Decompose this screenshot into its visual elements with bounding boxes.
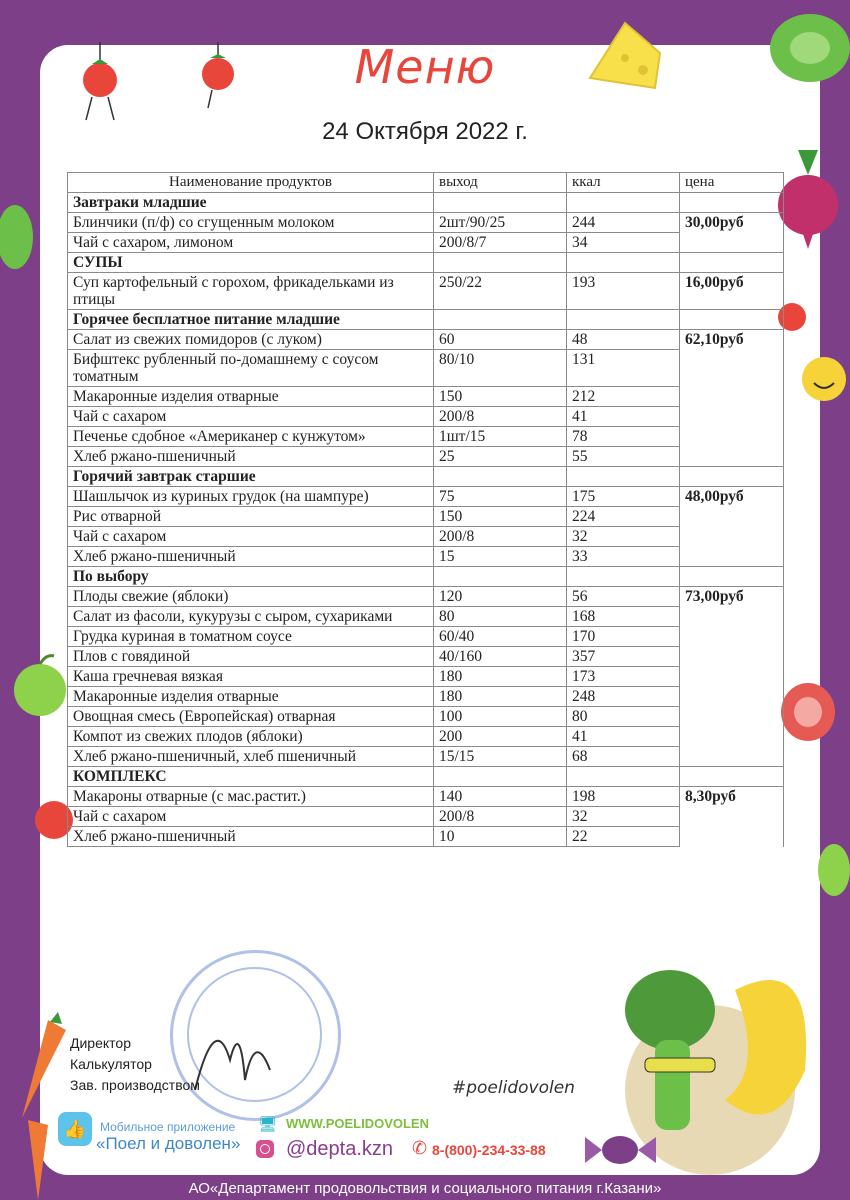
- instagram-icon: [256, 1140, 274, 1158]
- section-title: Горячий завтрак старшие: [68, 467, 434, 487]
- item-name: Плоды свежие (яблоки): [68, 587, 434, 607]
- item-name: Чай с сахаром: [68, 407, 434, 427]
- phone-number[interactable]: 8-(800)-234-33-88: [432, 1142, 546, 1158]
- item-yield: 200/8: [434, 807, 567, 827]
- item-yield: 150: [434, 387, 567, 407]
- empty-cell: [567, 567, 680, 587]
- signature-calculator: Калькулятор: [70, 1056, 152, 1072]
- price-continuation-cell: [680, 647, 784, 667]
- item-kcal: 22: [567, 827, 680, 847]
- table-row: [68, 587, 784, 607]
- price-continuation-cell: [680, 527, 784, 547]
- item-kcal: 55: [567, 447, 680, 467]
- item-kcal: 32: [567, 807, 680, 827]
- pepper-illustration: [812, 840, 850, 900]
- item-kcal: 175: [567, 487, 680, 507]
- signature-director: Директор: [70, 1035, 131, 1051]
- price-continuation-cell: [680, 687, 784, 707]
- item-yield: 15: [434, 547, 567, 567]
- menu-date: 24 Октября 2022 г.: [322, 118, 528, 145]
- item-name: Каша гречневая вязкая: [68, 667, 434, 687]
- item-name: Хлеб ржано-пшеничный: [68, 547, 434, 567]
- price-continuation-cell: [680, 747, 784, 767]
- item-yield: 1шт/15: [434, 427, 567, 447]
- section-price: 30,00руб: [680, 213, 784, 233]
- menu-table-body: [68, 193, 784, 847]
- item-name: Компот из свежих плодов (яблоки): [68, 727, 434, 747]
- price-continuation-cell: [680, 607, 784, 627]
- price-continuation-cell: [680, 627, 784, 647]
- apple-illustration: [10, 650, 70, 720]
- item-name: Рис отварной: [68, 507, 434, 527]
- item-yield: 60/40: [434, 627, 567, 647]
- website-link[interactable]: WWW.POELIDOVOLEN: [286, 1116, 429, 1131]
- section-row: [68, 193, 784, 213]
- item-name: Чай с сахаром, лимоном: [68, 233, 434, 253]
- section-title: Завтраки младшие: [68, 193, 434, 213]
- item-kcal: 34: [567, 233, 680, 253]
- item-name: Суп картофельный с горохом, фрикадельками из птицы: [68, 273, 434, 310]
- section-title: Горячее бесплатное питание младшие: [68, 310, 434, 330]
- item-kcal: 80: [567, 707, 680, 727]
- item-name: Хлеб ржано-пшеничный: [68, 827, 434, 847]
- section-row: [68, 567, 784, 587]
- item-name: Бифштекс рубленный по-домашнему с соусом томатным: [68, 350, 434, 387]
- empty-cell: [680, 310, 784, 330]
- section-title: КОМПЛЕКС: [68, 767, 434, 787]
- section-price: 62,10руб: [680, 330, 784, 350]
- table-row: [68, 547, 784, 567]
- empty-cell: [680, 567, 784, 587]
- empty-cell: [680, 253, 784, 273]
- table-row: [68, 407, 784, 427]
- item-kcal: 224: [567, 507, 680, 527]
- price-continuation-cell: [680, 707, 784, 727]
- item-yield: 200/8: [434, 407, 567, 427]
- item-kcal: 41: [567, 727, 680, 747]
- item-yield: 2шт/90/25: [434, 213, 567, 233]
- table-row: [68, 273, 784, 310]
- item-yield: 100: [434, 707, 567, 727]
- price-continuation-cell: [680, 447, 784, 467]
- empty-cell: [434, 467, 567, 487]
- table-row: [68, 667, 784, 687]
- item-kcal: 78: [567, 427, 680, 447]
- item-yield: 250/22: [434, 273, 567, 310]
- item-yield: 80/10: [434, 350, 567, 387]
- item-name: Макаронные изделия отварные: [68, 687, 434, 707]
- item-yield: 200/8: [434, 527, 567, 547]
- empty-cell: [434, 767, 567, 787]
- item-kcal: 198: [567, 787, 680, 807]
- item-name: Салат из фасоли, кукурузы с сыром, сухариками: [68, 607, 434, 627]
- section-row: [68, 310, 784, 330]
- item-kcal: 32: [567, 527, 680, 547]
- table-row: [68, 387, 784, 407]
- price-continuation-cell: [680, 233, 784, 253]
- table-row: [68, 447, 784, 467]
- price-continuation-cell: [680, 667, 784, 687]
- table-row: [68, 627, 784, 647]
- item-name: Хлеб ржано-пшеничный: [68, 447, 434, 467]
- table-row: [68, 727, 784, 747]
- like-icon: 👍: [58, 1112, 92, 1146]
- item-name: Плов с говядиной: [68, 647, 434, 667]
- price-continuation-cell: [680, 387, 784, 407]
- item-name: Макаронные изделия отварные: [68, 387, 434, 407]
- signatures-block: [70, 1033, 200, 1096]
- empty-cell: [680, 767, 784, 787]
- monitor-icon: 🖥: [258, 1117, 278, 1133]
- empty-cell: [680, 467, 784, 487]
- item-yield: 140: [434, 787, 567, 807]
- price-continuation-cell: [680, 350, 784, 387]
- empty-cell: [434, 310, 567, 330]
- instagram-handle[interactable]: @depta.kzn: [286, 1138, 394, 1160]
- item-kcal: 193: [567, 273, 680, 310]
- app-name: «Поел и доволен»: [96, 1134, 241, 1153]
- table-row: [68, 330, 784, 350]
- item-kcal: 357: [567, 647, 680, 667]
- cucumber-illustration: [0, 200, 40, 275]
- table-row: [68, 607, 784, 627]
- column-header-kcal: ккал: [567, 173, 680, 193]
- item-kcal: 248: [567, 687, 680, 707]
- item-yield: 80: [434, 607, 567, 627]
- table-row: [68, 827, 784, 847]
- section-title: По выбору: [68, 567, 434, 587]
- empty-cell: [680, 193, 784, 213]
- item-kcal: 131: [567, 350, 680, 387]
- item-yield: 25: [434, 447, 567, 467]
- column-header-yield: выход: [434, 173, 567, 193]
- item-name: Грудка куриная в томатном соусе: [68, 627, 434, 647]
- empty-cell: [434, 567, 567, 587]
- table-row: [68, 487, 784, 507]
- carrot-illustration: [8, 1010, 70, 1120]
- section-price: 48,00руб: [680, 487, 784, 507]
- table-row: [68, 350, 784, 387]
- empty-cell: [567, 767, 680, 787]
- price-continuation-cell: [680, 827, 784, 847]
- item-yield: 40/160: [434, 647, 567, 667]
- item-yield: 180: [434, 667, 567, 687]
- menu-table: [67, 172, 784, 847]
- item-name: Макароны отварные (с мас.растит.): [68, 787, 434, 807]
- item-yield: 120: [434, 587, 567, 607]
- section-row: [68, 467, 784, 487]
- item-name: Чай с сахаром: [68, 807, 434, 827]
- item-yield: 15/15: [434, 747, 567, 767]
- item-yield: 75: [434, 487, 567, 507]
- empty-cell: [434, 193, 567, 213]
- item-kcal: 173: [567, 667, 680, 687]
- table-row: [68, 687, 784, 707]
- page-title: Меню: [354, 40, 496, 94]
- item-name: Чай с сахаром: [68, 527, 434, 547]
- price-continuation-cell: [680, 727, 784, 747]
- item-yield: 60: [434, 330, 567, 350]
- item-kcal: 56: [567, 587, 680, 607]
- section-price: 73,00руб: [680, 587, 784, 607]
- item-name: Блинчики (п/ф) со сгущенным молоком: [68, 213, 434, 233]
- footer-organization: АО«Департамент продовольствия и социального питания г.Казани»: [188, 1180, 662, 1197]
- meat-illustration: [778, 680, 838, 745]
- table-row: [68, 807, 784, 827]
- item-kcal: 68: [567, 747, 680, 767]
- section-price: 8,30руб: [680, 787, 784, 807]
- table-row: [68, 233, 784, 253]
- table-row: [68, 213, 784, 233]
- price-continuation-cell: [680, 807, 784, 827]
- empty-cell: [567, 193, 680, 213]
- app-label: Мобильное приложение: [100, 1120, 236, 1134]
- item-kcal: 170: [567, 627, 680, 647]
- table-row: [68, 747, 784, 767]
- item-yield: 180: [434, 687, 567, 707]
- item-name: Овощная смесь (Европейская) отварная: [68, 707, 434, 727]
- handwritten-signature: [185, 1000, 285, 1100]
- item-kcal: 33: [567, 547, 680, 567]
- smiley-icon: [800, 355, 848, 403]
- section-price: 16,00руб: [680, 273, 784, 310]
- empty-cell: [567, 467, 680, 487]
- empty-cell: [567, 253, 680, 273]
- item-yield: 10: [434, 827, 567, 847]
- item-name: Хлеб ржано-пшеничный, хлеб пшеничный: [68, 747, 434, 767]
- table-row: [68, 707, 784, 727]
- item-yield: 200/8/7: [434, 233, 567, 253]
- item-name: Шашлычок из куриных грудок (на шампуре): [68, 487, 434, 507]
- table-row: [68, 507, 784, 527]
- item-yield: 150: [434, 507, 567, 527]
- item-kcal: 48: [567, 330, 680, 350]
- item-name: Салат из свежих помидоров (с луком): [68, 330, 434, 350]
- table-row: [68, 527, 784, 547]
- table-header-row: [68, 173, 784, 193]
- empty-cell: [434, 253, 567, 273]
- item-kcal: 168: [567, 607, 680, 627]
- price-continuation-cell: [680, 427, 784, 447]
- item-yield: 200: [434, 727, 567, 747]
- item-kcal: 41: [567, 407, 680, 427]
- column-header-price: цена: [680, 173, 784, 193]
- table-row: [68, 787, 784, 807]
- item-name: Печенье сдобное «Американер с кунжутом»: [68, 427, 434, 447]
- signature-production-manager: Зав. производством: [70, 1077, 200, 1093]
- price-continuation-cell: [680, 407, 784, 427]
- item-kcal: 212: [567, 387, 680, 407]
- table-row: [68, 647, 784, 667]
- table-row: [68, 427, 784, 447]
- hashtag: #poelidovolen: [452, 1078, 575, 1098]
- phone-icon: ✆: [412, 1138, 428, 1158]
- price-continuation-cell: [680, 507, 784, 527]
- column-header-name: Наименование продуктов: [68, 173, 434, 193]
- section-row: [68, 767, 784, 787]
- section-title: СУПЫ: [68, 253, 434, 273]
- section-row: [68, 253, 784, 273]
- price-continuation-cell: [680, 547, 784, 567]
- candy-illustration: [583, 1125, 658, 1175]
- empty-cell: [567, 310, 680, 330]
- item-kcal: 244: [567, 213, 680, 233]
